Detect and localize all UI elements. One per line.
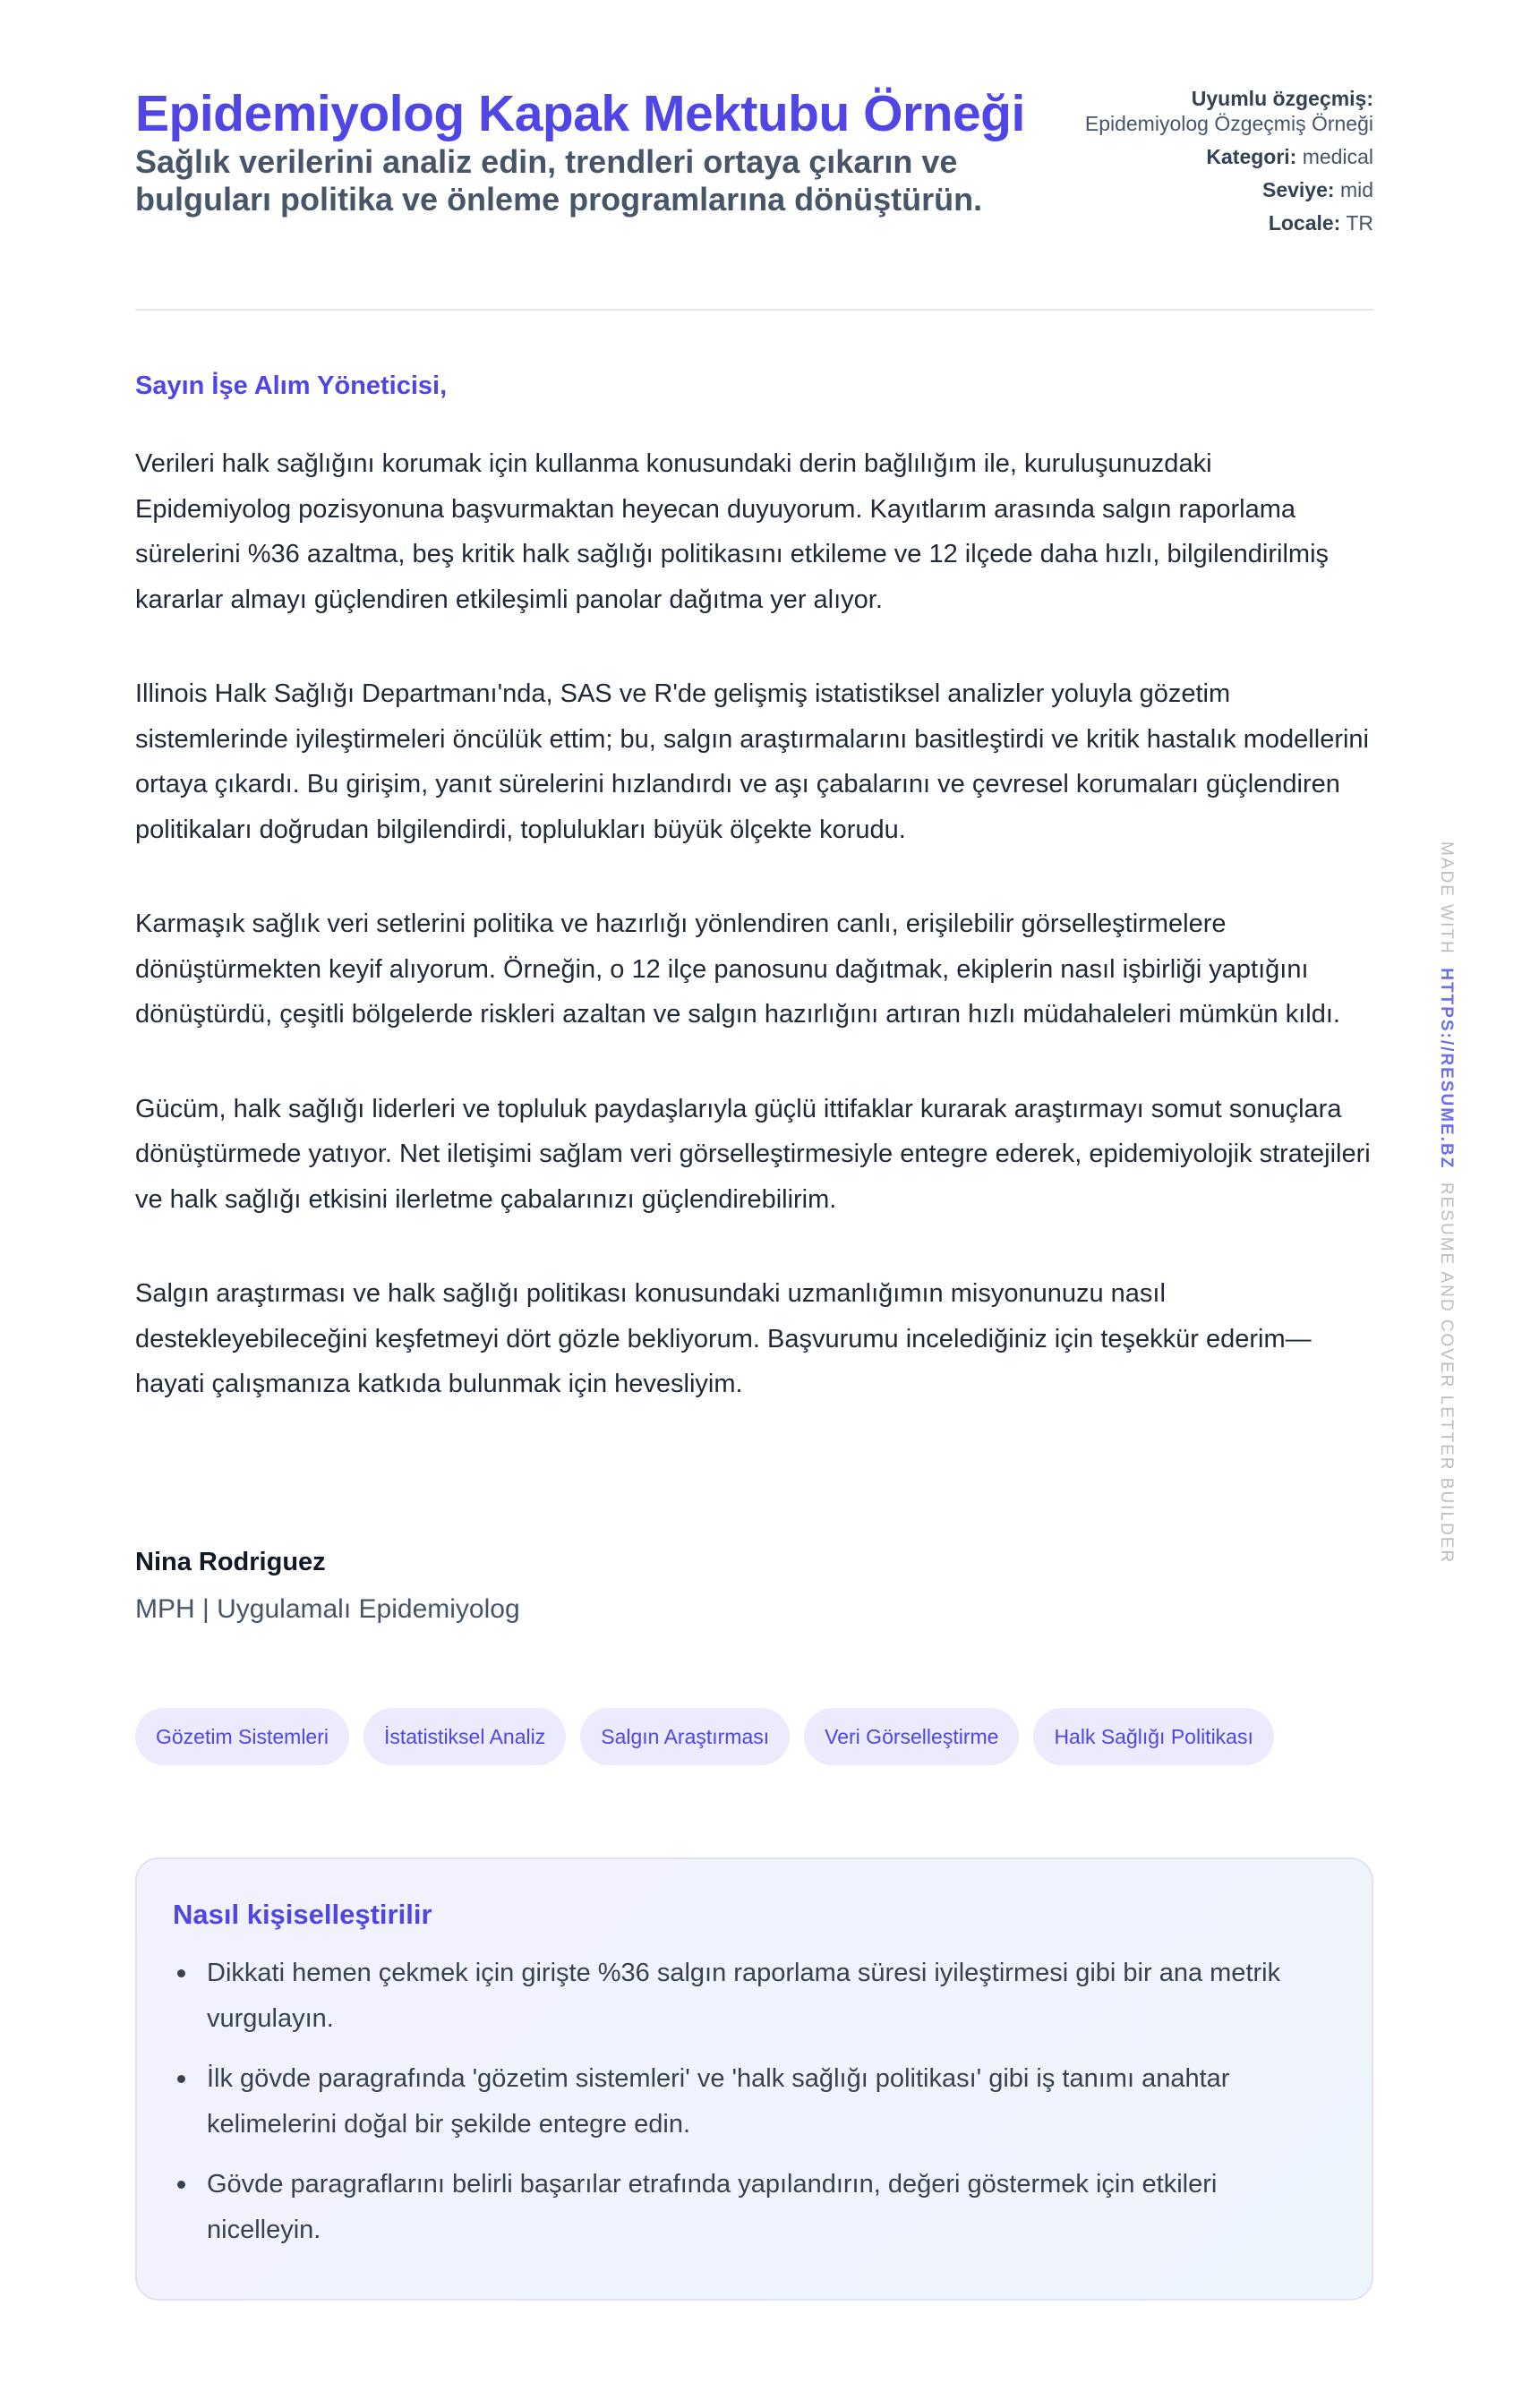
- locale-label: Locale:: [1268, 211, 1341, 235]
- signature: [135, 1544, 520, 1625]
- page-subtitle: Sağlık verilerini analiz edin, trendleri ortaya çıkarın ve bulguları politika ve önleme programlarına dönüştürün.: [135, 143, 983, 218]
- signature-name: Nina Rodriguez: [135, 1548, 326, 1576]
- watermark-link[interactable]: HTTPS://RESUME.BZ: [1437, 968, 1456, 1170]
- category-value: medical: [1302, 145, 1373, 168]
- tip-item: Dikkati hemen çekmek için girişte %36 salgın raporlama süresi iyileştirmesi gibi bir ana metrik vurgulayın.: [173, 1951, 1336, 2042]
- paragraph: Gücüm, halk sağlığı liderleri ve topluluk paydaşlarıyla güçlü ittifaklar kurarak araştırmayı somut sonuçlara dönüştürmede yatıyor. Net iletişimi sağlam veri görselleştirmesiyle entegre ederek, epidemiyolojik stratejileri ve halk sağlığı etkisini ilerletme çabalarınızı güçlendirebilirim.: [135, 1094, 1371, 1214]
- watermark-prefix: MADE WITH: [1437, 841, 1456, 955]
- skill-tag: Gözetim Sistemleri: [135, 1708, 349, 1765]
- resume-link[interactable]: Epidemiyolog Özgeçmiş Örneği: [1084, 112, 1373, 135]
- customization-tips: [135, 1857, 1373, 2301]
- meta-panel: [1078, 86, 1373, 243]
- skill-tag: İstatistiksel Analiz: [363, 1708, 566, 1765]
- skill-tag: Veri Görselleştirme: [804, 1708, 1019, 1765]
- level-value: mid: [1339, 178, 1373, 201]
- skill-tag: Halk Sağlığı Politikası: [1033, 1708, 1273, 1765]
- tips-list: [173, 1951, 1336, 2253]
- level-label: Seviye:: [1261, 178, 1335, 201]
- category-label: Kategori:: [1206, 145, 1297, 168]
- skill-tags: [135, 1708, 1274, 1765]
- greeting: Sayın İşe Alım Yöneticisi,: [135, 371, 448, 400]
- watermark-suffix: RESUME AND COVER LETTER BUILDER: [1437, 1182, 1456, 1565]
- tip-item: Gövde paragraflarını belirli başarılar etrafında yapılandırın, değeri göstermek için etkileri nicelleyin.: [173, 2162, 1336, 2253]
- paragraph: Karmaşık sağlık veri setlerini politika ve hazırlığı yönlendiren canlı, erişilebilir görselleştirmelere dönüştürmekten keyif alıyorum. Örneğin, o 12 ilçe panosunu dağıtmak, ekiplerin nasıl işbirliği yaptığını dönüştürdü, çeşitli bölgelerde riskleri azaltan ve salgın hazırlığını artıran hızlı müdahaleleri mümkün kıldı.: [135, 909, 1340, 1029]
- paragraph: Illinois Halk Sağlığı Departmanı'nda, SAS ve R'de gelişmiş istatistiksel analizler yoluyla gözetim sistemlerinde iyileştirmeleri öncülük ettim; bu, salgın araştırmalarını basitleştirdi ve kritik hastalık modellerini ortaya çıkardı. Bu girişim, yanıt sürelerini hızlandırdı ve aşı çabalarını ve çevresel korumaları güçlendiren politikaları doğrudan bilgilendirdi, toplulukları büyük ölçekte korudu.: [135, 679, 1369, 844]
- header: [135, 82, 1373, 306]
- page-title: Epidemiyolog Kapak Mektubu Örneği: [135, 85, 1025, 142]
- signature-title: MPH | Uygulamalı Epidemiyolog: [135, 1594, 520, 1624]
- locale-value: TR: [1346, 211, 1373, 235]
- letter-body: [135, 441, 1373, 1456]
- paragraph: Verileri halk sağlığını korumak için kullanma konusundaki derin bağlılığım ile, kuruluşunuzdaki Epidemiyolog pozisyonuna başvurmaktan heyecan duyuyorum. Kayıtlarım arasında salgın raporlama sürelerini %36 azaltma, beş kritik halk sağlığı politikasını etkileme ve 12 ilçede daha hızlı, bilgilendirilmiş kararlar almayı güçlendiren etkileşimli panolar dağıtma yer alıyor.: [135, 449, 1330, 614]
- tips-title: Nasıl kişiselleştirilir: [173, 1899, 432, 1930]
- divider: [135, 309, 1373, 311]
- resume-label: Uyumlu özgeçmiş:: [1191, 87, 1373, 110]
- paragraph: Salgın araştırması ve halk sağlığı politikası konusundaki uzmanlığımın misyonunuzu nasıl destekleyebileceğini keşfetmeyi dört gözle bekliyorum. Başvurumu incelediğiniz için teşekkür ederim—hayati çalışmanıza katkıda bulunmak için hevesliyim.: [135, 1279, 1312, 1398]
- watermark: [1436, 841, 1456, 1564]
- skill-tag: Salgın Araştırması: [580, 1708, 790, 1765]
- tip-item: İlk gövde paragrafında 'gözetim sistemleri' ve 'halk sağlığı politikası' gibi iş tanımı anahtar kelimelerini doğal bir şekilde entegre edin.: [173, 2056, 1336, 2148]
